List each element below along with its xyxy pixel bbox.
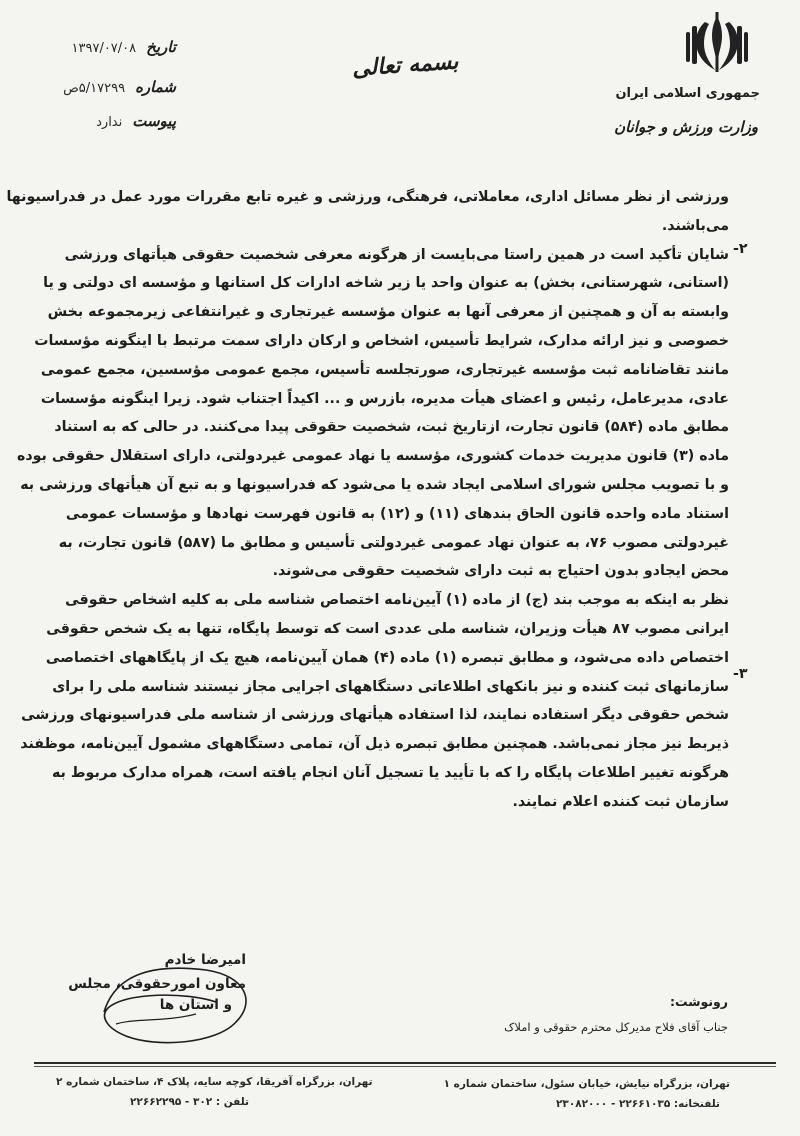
letter-body [6,183,729,817]
meta-number-label: شماره [135,78,176,96]
body-line: ورزشی از نظر مسائل اداری، معاملاتی، فرهنگی، ورزشی و غیره تابع مقررات مورد عمل در فدراسیونها [6,189,729,205]
signatory-title-cont: و استان ها [159,997,232,1013]
footer-phone-right: تلفنخانه: ۲۲۶۶۱۰۳۵ - ۲۳۰۸۲۰۰۰ [556,1098,720,1110]
body-line: مطابق ماده (۵۸۴) قانون تجارت، ازتاریخ ثبت، شخصیت حقوقی پیدا می‌کنند. در حالی که به استناد [54,419,729,436]
body-line: می‌باشند. [661,217,729,234]
body-line: مانند تقاضانامه ثبت مؤسسه غیرتجاری، صورتجلسه تأسیس، مجمع عمومی مؤسسین، مجمع عمومی [40,361,729,378]
body-line: خصوصی و نیز ارائه مدارک، شرایط تأسیس، اشخاص و ارکان دارای سمت مرتبط با اینگونه مؤسسات [34,332,729,349]
body-line: ذیربط نیز مجاز نمی‌باشد. همچنین مطابق تبصره ذیل آن، تمامی دستگاههای مشمول آیین‌نامه، موظفند [20,736,729,753]
signatory-title: معاون امورحقوقی، مجلس [68,976,246,992]
body-line: غیردولتی مصوب ۷۶، به عنوان نهاد عمومی غیردولتی تأسیس و مطابق ما (۵۸۷) قانون تجارت، به [58,534,729,551]
cc-recipient: جناب آقای فلاح مدیرکل محترم حقوقی و املاک [504,1020,728,1034]
body-line: سازمان ثبت کننده اعلام نمایند. [512,793,729,810]
meta-attachment-value: ندارد [96,115,123,130]
iran-emblem-icon [678,12,756,74]
body-line: (استانی، شهرستانی، بخش) به عنوان واحد یا زیر شاخه ادارات کل استانها و مؤسسه ای دولتی و یا [43,275,729,292]
body-line: عادی، مدیرعامل، رئیس و اعضای هیأت مدیره، بازرس و ... اکیداً اجتناب شود. زیرا اینگونه مؤسسات [40,390,729,407]
footer-address-right: تهران، بزرگراه نیایش، خیابان سئول، ساختمان شماره ۱ [443,1078,730,1090]
body-line: شایان تأکید است در همین راستا می‌بایست از هرگونه معرفی شخصیت حقوقی هیأتهای ورزشی [64,246,729,263]
body-line: هرگونه تغییر اطلاعات پایگاه را که با تأیید یا تسجیل آنان انجام یافته است، همراه مدارک مربوط به [51,764,729,781]
paragraph-number: ۳- [733,666,748,682]
ministry-name: وزارت ورزش و جوانان [614,118,758,136]
body-line: نظر به اینکه به موجب بند (ج) از ماده (۱) آیین‌نامه اختصاص شناسه ملی به کلیه اشخاص حقوقی [65,592,729,609]
meta-number-value: ۵/۱۷۲۹۹ص [63,81,126,96]
signatory-name: امیرضا خادم [164,952,246,968]
body-line: ماده (۳) قانون مدیریت خدمات کشوری، مؤسسه یا نهاد عمومی غیردولتی، دارای استقلال حقوقی بوده [17,448,729,465]
meta-date-value: ۱۳۹۷/۰۷/۰۸ [71,41,137,56]
footer-phone-left: تلفن : ۳۰۲ - ۲۲۶۶۲۲۹۵ [130,1096,249,1108]
body-line: استناد ماده واحده قانون الحاق بندهای (۱۱) و (۱۲) به قانون فهرست نهادها و مؤسسات عمومی [65,505,729,522]
government-name: جمهوری اسلامی ایران [615,86,760,101]
signature-block [68,952,246,1052]
body-line: و با تصویب مجلس شورای اسلامی ایجاد شده یا می‌شود که فدراسیونها و به تبع آن هیأتهای ورزشی به [20,476,729,493]
body-line: اختصاص داده می‌شود، و مطابق تبصره (۱) ماده (۴) همان آیین‌نامه، هیچ یک از پایگاههای اختصاصی [45,649,729,666]
body-line: محض ایجادو بدون احتیاج به ثبت دارای شخصیت حقوقی می‌شوند. [272,563,729,580]
meta-attachment-label: پیوست [132,112,176,130]
body-line: سازمانهای ثبت کننده و نیز بانکهای اطلاعاتی دستگاههای اجرایی مجاز نیستند شناسه ملی را برای [52,678,729,695]
body-line: شخص حقوقی دیگر استفاده نمایند، لذا استفاده هیأتهای ورزشی از شناسه ملی فدراسیونهای ورزشی [21,707,729,724]
meta-attachment [36,112,176,134]
paragraph-number: ۲- [733,241,748,257]
footer-address-left: تهران، بزرگراه آفریقا، کوچه سایه، پلاک ۴، ساختمان شماره ۲ [56,1076,373,1088]
cc-label: رونوشت: [669,994,728,1009]
footer-divider-thin [34,1066,776,1067]
meta-date [36,38,176,60]
body-line: وابسته به آن و همچنین از معرفی آنها به عنوان مؤسسه غیرتجاری و غیرانتفاعی زیرمجموعه بخش [47,304,729,321]
bismillah-heading: بسمه تعالی [351,48,460,82]
meta-number [36,78,176,100]
footer-divider [34,1062,776,1064]
body-line: ایرانی مصوب ۸۷ هیأت وزیران، شناسه ملی عددی است که توسط پایگاه، تنها به یک شخص حقوقی [46,620,729,637]
meta-date-label: تاریخ [146,38,176,56]
